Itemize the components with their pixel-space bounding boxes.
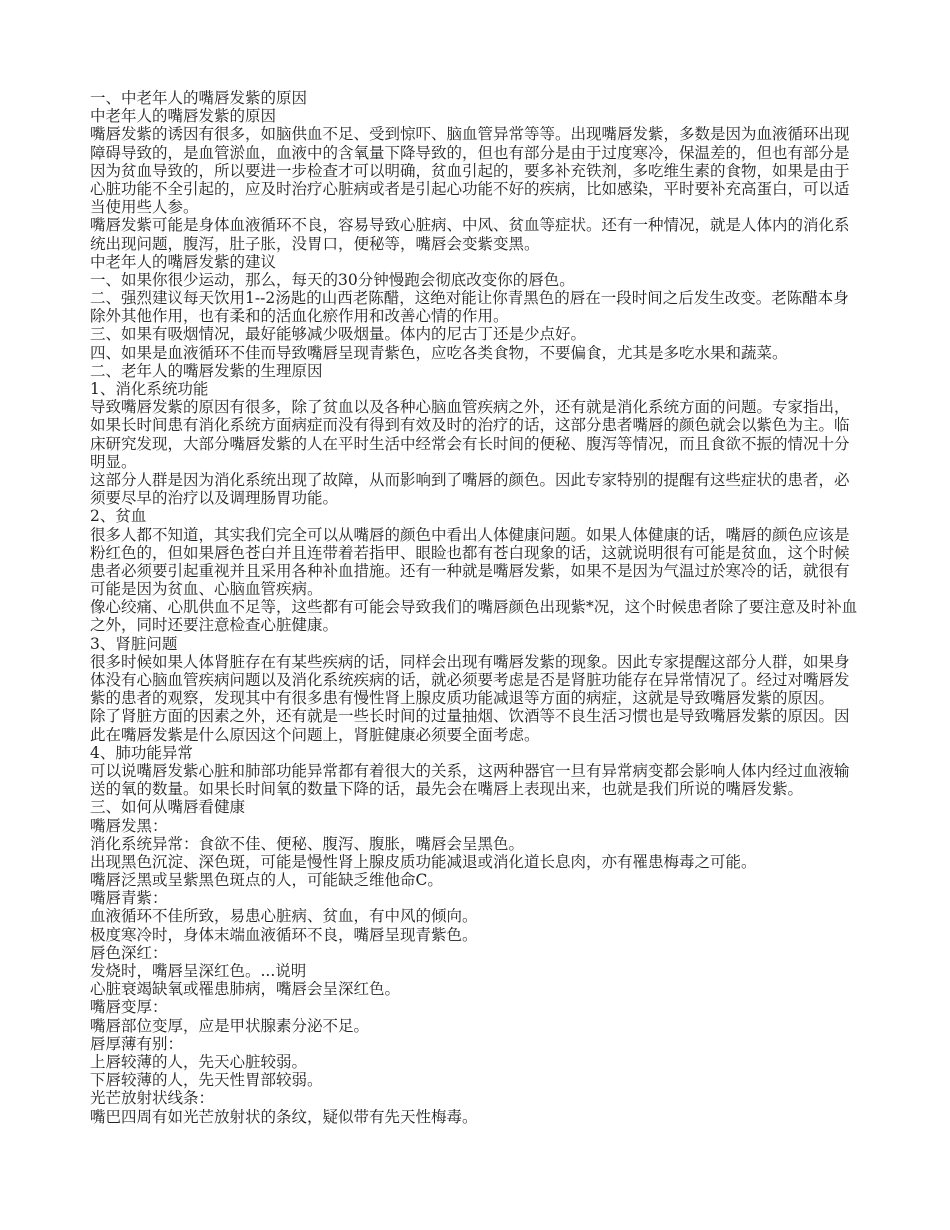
text-line: 因为贫血导致的，所以要进一步检查才可以明确，贫血引起的，要多补充铁剂，多吃维生素的食物，如果是由于	[90, 161, 850, 180]
text-line: 唇厚薄有别：	[90, 1034, 184, 1053]
body-paragraph	[90, 907, 870, 925]
text-line: 三、如果有吸烟情况，最好能够减少吸烟量。体内的尼古丁还是少点好。	[90, 325, 587, 344]
section-heading-1	[90, 89, 870, 107]
subheading	[90, 380, 870, 398]
text-line: 发烧时，嘴唇呈深红色。...说明	[90, 962, 307, 980]
text-line: 床研究发现，大部分嘴唇发紫的人在平时生活中经常会有长时间的便秘、腹泻等情况，而且食欲不振的情况十分	[90, 434, 850, 453]
text-line: 3、肾脏问题	[90, 634, 178, 653]
subheading	[90, 253, 870, 271]
subheading	[90, 1035, 870, 1053]
text-line: 除了肾脏方面的因素之外，还有就是一些长时间的过量抽烟、饮酒等不良生活习惯也是导致嘴唇发紫的原因。因	[90, 707, 850, 726]
text-line: 粉红色的，但如果唇色苍白并且连带着若指甲、眼睑也都有苍白现象的话，这就说明很有可能是贫血，这个时候	[90, 543, 850, 562]
text-line: 导致嘴唇发紫的原因有很多，除了贫血以及各种心脑血管疾病之外，还有就是消化系统方面的问题。专家指出，	[90, 398, 850, 417]
text-line: 光芒放射状线条：	[90, 1089, 215, 1108]
subheading	[90, 507, 870, 525]
subheading	[90, 889, 870, 907]
text-line: 二、强烈建议每天饮用1--2汤匙的山西老陈醋，这绝对能让你青黑色的唇在一段时间之后发生改变。老陈醋本身	[90, 289, 849, 308]
text-line: 如果长时间患有消化系统方面病症而没有得到有效及时的治疗的话，这部分患者嘴唇的颜色就会以紫色为主。临	[90, 416, 850, 435]
text-line: 中老年人的嘴唇发紫的原因	[90, 107, 277, 126]
list-item	[90, 271, 870, 289]
body-paragraph	[90, 835, 870, 853]
text-line: 嘴唇变厚：	[90, 998, 168, 1017]
text-line: 二、老年人的嘴唇发紫的生理原因	[90, 361, 323, 380]
body-paragraph	[90, 926, 870, 944]
text-line: 嘴唇青紫：	[90, 889, 168, 908]
text-line: 嘴唇发紫的诱因有很多，如脑供血不足、受到惊吓、脑血管异常等等。出现嘴唇发紫，多数是因为血液循环出现	[90, 125, 850, 144]
body-paragraph	[90, 980, 870, 998]
section-heading-2	[90, 362, 870, 380]
text-line: 心脏衰竭缺氧或罹患肺病，嘴唇会呈深红色。	[90, 980, 401, 999]
text-line: 中老年人的嘴唇发紫的建议	[90, 252, 277, 271]
subheading	[90, 998, 870, 1016]
section-heading-3	[90, 798, 870, 816]
text-line: 须要尽早的治疗以及调理肠胃功能。	[90, 489, 339, 508]
body-paragraph	[90, 871, 870, 889]
list-item	[90, 289, 870, 325]
body-paragraph	[90, 1108, 870, 1126]
text-line: 像心绞痛、心肌供血不足等，这些都有可能会导致我们的嘴唇颜色出现紫*况，这个时候患者除了要注意及时补血	[90, 598, 858, 617]
text-line: 心脏功能不全引起的，应及时治疗心脏病或者是引起心功能不好的疾病，比如感染，平时要补充高蛋白，可以适	[90, 179, 850, 198]
text-line: 唇色深红：	[90, 943, 168, 962]
subheading	[90, 635, 870, 653]
text-line: 极度寒冷时，身体末端血液循环不良，嘴唇呈现青紫色。	[90, 925, 478, 944]
list-item	[90, 325, 870, 343]
text-line: 嘴唇发紫可能是身体血液循环不良，容易导致心脏病、中风、贫血等症状。还有一种情况，就是人体内的消化系	[90, 216, 850, 235]
document-page	[90, 89, 870, 1126]
text-line: 送的氧的数量。如果长时间氧的数量下降的话，最先会在嘴唇上表现出来，也就是我们所说的嘴唇发紫。	[90, 780, 804, 799]
body-paragraph	[90, 762, 870, 798]
text-line: 一、中老年人的嘴唇发紫的原因	[90, 89, 308, 107]
text-line: 嘴巴四周有如光芒放射状的条纹，疑似带有先天性梅毒。	[90, 1107, 478, 1126]
text-line: 很多人都不知道，其实我们完全可以从嘴唇的颜色中看出人体健康问题。如果人体健康的话，嘴唇的颜色应该是	[90, 525, 850, 544]
body-paragraph	[90, 962, 870, 980]
text-line: 此在嘴唇发紫是什么原因这个问题上，肾脏健康必须要全面考虑。	[90, 725, 540, 744]
text-line: 紫的患者的观察，发现其中有很多患有慢性肾上腺皮质功能减退等方面的病症，这就是导致嘴唇发紫的原因。	[90, 689, 835, 708]
text-line: 很多时候如果人体肾脏存在有某些疾病的话，同样会出现有嘴唇发紫的现象。因此专家提醒这部分人群，如果身	[90, 652, 850, 671]
body-paragraph	[90, 216, 870, 252]
text-line: 障碍导致的，是血管淤血，血液中的含氧量下降导致的，但也有部分是由于过度寒冷，保温差的，但也有部分是	[90, 143, 850, 162]
text-line: 消化系统异常：食欲不佳、便秘、腹泻、腹胀，嘴唇会呈黑色。	[90, 834, 525, 853]
text-line: 一、如果你很少运动，那么，每天的30分钟慢跑会彻底改变你的唇色。	[90, 270, 575, 289]
text-line: 出现黑色沉淀、深色斑，可能是慢性肾上腺皮质功能减退或消化道长息肉，亦有罹患梅毒之可能。	[90, 852, 757, 871]
body-paragraph	[90, 598, 870, 634]
subheading	[90, 1089, 870, 1107]
list-item	[90, 344, 870, 362]
text-line: 四、如果是血液循环不佳而导致嘴唇呈现青紫色，应吃各类食物，不要偏食，尤其是多吃水果和蔬菜。	[90, 343, 788, 362]
body-paragraph	[90, 526, 870, 599]
body-paragraph	[90, 707, 870, 743]
body-paragraph	[90, 125, 870, 216]
text-line: 嘴唇部位变厚，应是甲状腺素分泌不足。	[90, 1016, 370, 1035]
text-line: 下唇较薄的人，先天性胃部较弱。	[90, 1071, 323, 1090]
subheading	[90, 944, 870, 962]
text-line: 当使用些人参。	[90, 198, 199, 217]
text-line: 血液循环不佳所致，易患心脏病、贫血，有中风的倾向。	[90, 907, 478, 926]
text-line: 这部分人群是因为消化系统出现了故障，从而影响到了嘴唇的颜色。因此专家特别的提醒有这些症状的患者，必	[90, 470, 850, 489]
text-line: 患者必须要引起重视并且采用各种补血措施。还有一种就是嘴唇发紫，如果不是因为气温过於寒冷的话，就很有	[90, 561, 850, 580]
text-line: 体没有心脑血管疾病问题以及消化系统疾病的话，就必须要考虑是否是肾脏功能存在异常情况了。经过对嘴唇发	[90, 671, 850, 689]
text-line: 可以说嘴唇发紫心脏和肺部功能异常都有着很大的关系，这两种器官一旦有异常病变都会影响人体内经过血液输	[90, 761, 850, 780]
body-paragraph	[90, 1053, 870, 1071]
body-paragraph	[90, 653, 870, 708]
text-line: 除外其他作用，也有柔和的活血化瘀作用和改善心情的作用。	[90, 307, 509, 326]
text-line: 4、肺功能异常	[90, 743, 193, 762]
body-paragraph	[90, 1017, 870, 1035]
body-paragraph	[90, 853, 870, 871]
text-line: 统出现问题，腹泻，肚子胀，没胃口，便秘等，嘴唇会变紫变黑。	[90, 234, 540, 253]
subheading	[90, 107, 870, 125]
text-line: 三、如何从嘴唇看健康	[90, 798, 246, 817]
body-paragraph	[90, 471, 870, 507]
text-line: 上唇较薄的人，先天心脏较弱。	[90, 1052, 308, 1071]
body-paragraph	[90, 398, 870, 471]
text-line: 可能是因为贫血、心脑血管疾病。	[90, 580, 323, 599]
text-line: 之外，同时还要注意检查心脏健康。	[90, 616, 339, 635]
text-line: 明显。	[90, 452, 137, 471]
body-paragraph	[90, 1071, 870, 1089]
subheading	[90, 817, 870, 835]
subheading	[90, 744, 870, 762]
text-line: 1、消化系统功能	[90, 380, 209, 398]
text-line: 2、贫血	[90, 507, 147, 526]
text-line: 嘴唇发黑：	[90, 816, 168, 835]
text-line: 嘴唇泛黑或呈紫黑色斑点的人，可能缺乏维他命C。	[90, 871, 443, 890]
